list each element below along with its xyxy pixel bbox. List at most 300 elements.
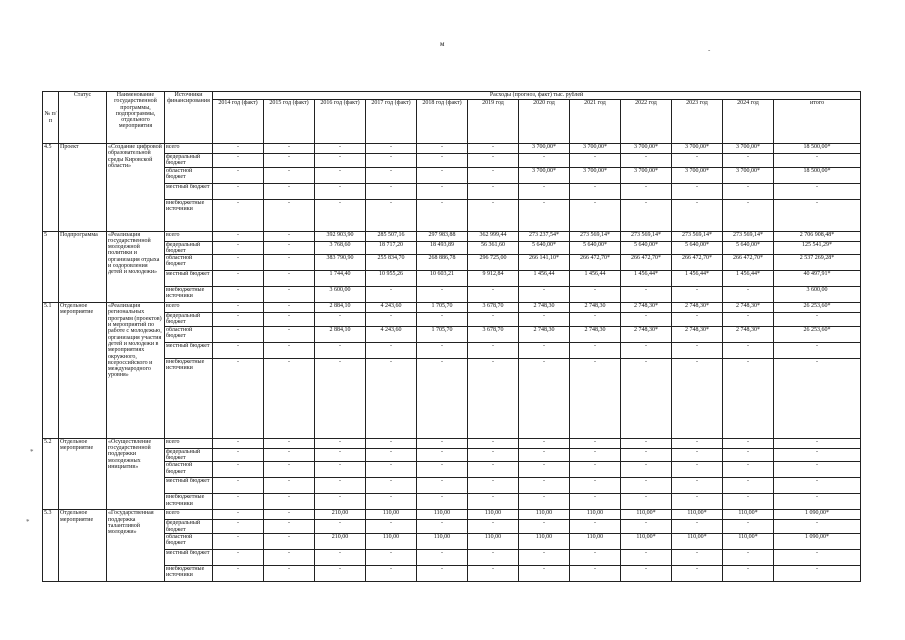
- amount-cell: 3 768,60: [315, 241, 366, 255]
- amount-cell: -: [264, 520, 315, 534]
- amount-cell: 2 706 908,48*: [774, 231, 861, 241]
- amount-cell: 297 983,88: [417, 231, 468, 241]
- amount-cell: 56 361,60: [468, 241, 519, 255]
- amount-cell: -: [366, 462, 417, 478]
- row-status: Отдельное мероприятие: [59, 303, 107, 439]
- amount-cell: -: [366, 199, 417, 231]
- amount-cell: -: [417, 478, 468, 494]
- row-program-name: «Реализация региональных программ (проектов) и мероприятий по работе с молодежью, организация участия детей и молодежи в мероприятиях окружного, всероссийского и международного уровня»: [107, 303, 165, 439]
- amount-cell: -: [264, 478, 315, 494]
- amount-cell: -: [366, 313, 417, 327]
- amount-cell: -: [213, 448, 264, 462]
- table-row: [43, 520, 861, 534]
- table-row: [43, 326, 861, 342]
- amount-cell: -: [213, 241, 264, 255]
- amount-cell: -: [213, 478, 264, 494]
- amount-cell: -: [468, 462, 519, 478]
- amount-cell: -: [315, 478, 366, 494]
- funding-source: местный бюджет: [165, 549, 213, 565]
- funding-source: всего: [165, 510, 213, 520]
- amount-cell: 110,00: [519, 533, 570, 549]
- funding-source: местный бюджет: [165, 271, 213, 287]
- funding-source: внебюджетные источники: [165, 358, 213, 438]
- header-source: Источники финансирования: [165, 92, 213, 144]
- amount-cell: 273 569,14*: [672, 231, 723, 241]
- amount-cell: -: [723, 478, 774, 494]
- amount-cell: 110,00*: [723, 533, 774, 549]
- amount-cell: -: [723, 462, 774, 478]
- amount-cell: -: [621, 462, 672, 478]
- amount-cell: 285 507,16: [366, 231, 417, 241]
- amount-cell: 3 700,00*: [621, 144, 672, 154]
- amount-cell: -: [417, 313, 468, 327]
- amount-cell: -: [774, 494, 861, 510]
- amount-cell: -: [213, 358, 264, 438]
- table-row: [43, 565, 861, 581]
- row-program-name: «Реализация государственной молодежной политики и организация отдыха и оздоровления детей и молодежи»: [107, 231, 165, 303]
- amount-cell: -: [366, 478, 417, 494]
- amount-cell: -: [417, 549, 468, 565]
- table-row: [43, 271, 861, 287]
- amount-cell: -: [519, 183, 570, 199]
- amount-cell: 1 090,00*: [774, 533, 861, 549]
- amount-cell: -: [366, 565, 417, 581]
- header-year: 2024 год: [723, 100, 774, 144]
- amount-cell: 3 678,70: [468, 326, 519, 342]
- amount-cell: -: [213, 313, 264, 327]
- amount-cell: 3 700,00*: [723, 144, 774, 154]
- row-number: 5.2: [43, 438, 59, 510]
- amount-cell: 110,00*: [621, 510, 672, 520]
- amount-cell: -: [672, 438, 723, 448]
- amount-cell: -: [417, 494, 468, 510]
- amount-cell: -: [213, 255, 264, 271]
- amount-cell: -: [417, 154, 468, 168]
- amount-cell: 5 640,00*: [621, 241, 672, 255]
- amount-cell: -: [417, 167, 468, 183]
- amount-cell: 110,00: [417, 510, 468, 520]
- amount-cell: 296 725,00: [468, 255, 519, 271]
- amount-cell: -: [570, 520, 621, 534]
- amount-cell: -: [213, 303, 264, 313]
- amount-cell: -: [264, 326, 315, 342]
- table-row: [43, 167, 861, 183]
- amount-cell: -: [519, 438, 570, 448]
- amount-cell: -: [519, 478, 570, 494]
- amount-cell: -: [621, 448, 672, 462]
- amount-cell: 273 569,14*: [723, 231, 774, 241]
- amount-cell: -: [264, 438, 315, 448]
- amount-cell: -: [264, 510, 315, 520]
- amount-cell: -: [672, 358, 723, 438]
- amount-cell: 266 472,70*: [723, 255, 774, 271]
- amount-cell: -: [723, 565, 774, 581]
- amount-cell: 210,00: [315, 533, 366, 549]
- amount-cell: -: [468, 154, 519, 168]
- amount-cell: 1 744,40: [315, 271, 366, 287]
- amount-cell: -: [774, 154, 861, 168]
- amount-cell: 110,00: [570, 510, 621, 520]
- header-status: Статус: [59, 92, 107, 144]
- amount-cell: -: [417, 565, 468, 581]
- amount-cell: 110,00: [366, 533, 417, 549]
- amount-cell: -: [417, 462, 468, 478]
- margin-mark: -: [708, 46, 711, 54]
- amount-cell: -: [774, 565, 861, 581]
- funding-source: всего: [165, 303, 213, 313]
- funding-source: местный бюджет: [165, 478, 213, 494]
- amount-cell: -: [264, 313, 315, 327]
- amount-cell: -: [723, 342, 774, 358]
- page-number: м: [440, 40, 445, 48]
- amount-cell: 110,00: [417, 533, 468, 549]
- amount-cell: -: [315, 154, 366, 168]
- amount-cell: -: [519, 494, 570, 510]
- amount-cell: -: [213, 494, 264, 510]
- margin-mark: *: [26, 518, 30, 526]
- funding-source: внебюджетные источники: [165, 494, 213, 510]
- amount-cell: 110,00: [366, 510, 417, 520]
- header-year: 2021 год: [570, 100, 621, 144]
- amount-cell: 1 456,44: [570, 271, 621, 287]
- amount-cell: -: [570, 494, 621, 510]
- amount-cell: -: [672, 183, 723, 199]
- row-number: 5.1: [43, 303, 59, 439]
- amount-cell: 383 790,90: [315, 255, 366, 271]
- amount-cell: -: [570, 154, 621, 168]
- table-row: [43, 199, 861, 231]
- amount-cell: -: [264, 271, 315, 287]
- amount-cell: -: [213, 565, 264, 581]
- amount-cell: 3 700,00*: [723, 167, 774, 183]
- amount-cell: -: [264, 462, 315, 478]
- amount-cell: -: [264, 287, 315, 303]
- amount-cell: -: [213, 533, 264, 549]
- amount-cell: -: [315, 549, 366, 565]
- amount-cell: 3 700,00*: [672, 144, 723, 154]
- amount-cell: -: [264, 154, 315, 168]
- amount-cell: -: [621, 520, 672, 534]
- amount-cell: 2 748,30: [519, 303, 570, 313]
- table-row: [43, 448, 861, 462]
- amount-cell: 266 472,70*: [672, 255, 723, 271]
- row-status: Проект: [59, 144, 107, 232]
- amount-cell: 18 717,20: [366, 241, 417, 255]
- amount-cell: 392 903,90: [315, 231, 366, 241]
- funding-source: федеральный бюджет: [165, 241, 213, 255]
- amount-cell: -: [774, 448, 861, 462]
- amount-cell: 2 748,30: [519, 326, 570, 342]
- amount-cell: -: [315, 144, 366, 154]
- amount-cell: -: [264, 533, 315, 549]
- amount-cell: -: [264, 183, 315, 199]
- amount-cell: -: [417, 520, 468, 534]
- funding-source: внебюджетные источники: [165, 565, 213, 581]
- row-number: 5: [43, 231, 59, 303]
- header-year: 2022 год: [621, 100, 672, 144]
- amount-cell: -: [570, 438, 621, 448]
- amount-cell: -: [621, 438, 672, 448]
- amount-cell: -: [366, 144, 417, 154]
- amount-cell: -: [723, 287, 774, 303]
- amount-cell: -: [264, 565, 315, 581]
- amount-cell: -: [366, 183, 417, 199]
- amount-cell: 18 500,00*: [774, 144, 861, 154]
- amount-cell: 1 456,44*: [723, 271, 774, 287]
- amount-cell: -: [264, 199, 315, 231]
- amount-cell: -: [366, 438, 417, 448]
- amount-cell: -: [774, 549, 861, 565]
- budget-table: [42, 91, 861, 582]
- amount-cell: 110,00*: [621, 533, 672, 549]
- amount-cell: 3 700,00*: [672, 167, 723, 183]
- amount-cell: -: [570, 549, 621, 565]
- funding-source: областной бюджет: [165, 462, 213, 478]
- amount-cell: -: [315, 438, 366, 448]
- funding-source: областной бюджет: [165, 255, 213, 271]
- amount-cell: 2 748,30*: [621, 303, 672, 313]
- amount-cell: 1 705,70: [417, 303, 468, 313]
- amount-cell: -: [417, 438, 468, 448]
- amount-cell: 2 748,30*: [621, 326, 672, 342]
- amount-cell: -: [315, 183, 366, 199]
- amount-cell: -: [315, 494, 366, 510]
- amount-cell: -: [570, 478, 621, 494]
- amount-cell: -: [417, 144, 468, 154]
- amount-cell: -: [315, 448, 366, 462]
- amount-cell: -: [519, 462, 570, 478]
- amount-cell: -: [366, 167, 417, 183]
- amount-cell: -: [774, 462, 861, 478]
- amount-cell: -: [417, 448, 468, 462]
- amount-cell: -: [570, 358, 621, 438]
- amount-cell: -: [723, 520, 774, 534]
- amount-cell: 266 141,10*: [519, 255, 570, 271]
- amount-cell: -: [213, 231, 264, 241]
- amount-cell: -: [621, 342, 672, 358]
- amount-cell: -: [213, 183, 264, 199]
- funding-source: местный бюджет: [165, 183, 213, 199]
- amount-cell: 2 748,30*: [672, 326, 723, 342]
- table-row: [43, 255, 861, 271]
- amount-cell: -: [672, 520, 723, 534]
- amount-cell: 110,00: [468, 510, 519, 520]
- amount-cell: -: [774, 478, 861, 494]
- row-status: Подпрограмма: [59, 231, 107, 303]
- amount-cell: -: [213, 326, 264, 342]
- amount-cell: 110,00*: [672, 510, 723, 520]
- amount-cell: -: [621, 478, 672, 494]
- amount-cell: 268 886,78: [417, 255, 468, 271]
- amount-cell: -: [672, 154, 723, 168]
- amount-cell: 5 640,00*: [519, 241, 570, 255]
- amount-cell: -: [468, 494, 519, 510]
- margin-mark: *: [30, 448, 34, 456]
- amount-cell: -: [366, 342, 417, 358]
- table-row: [43, 462, 861, 478]
- table-row: [43, 154, 861, 168]
- row-program-name: «Государственная поддержка талантливой молодежи»: [107, 510, 165, 582]
- amount-cell: 273 237,54*: [519, 231, 570, 241]
- amount-cell: -: [366, 448, 417, 462]
- header-name: Наименование государственной программы, подпрограммы, отдельного мероприятия: [107, 92, 165, 144]
- amount-cell: 210,00: [315, 510, 366, 520]
- amount-cell: -: [213, 510, 264, 520]
- amount-cell: -: [315, 462, 366, 478]
- amount-cell: -: [519, 287, 570, 303]
- amount-cell: -: [468, 167, 519, 183]
- funding-source: областной бюджет: [165, 533, 213, 549]
- amount-cell: -: [366, 358, 417, 438]
- amount-cell: -: [621, 494, 672, 510]
- amount-cell: -: [264, 358, 315, 438]
- header-year: 2014 год (факт): [213, 100, 264, 144]
- amount-cell: -: [672, 462, 723, 478]
- header-year: 2017 год (факт): [366, 100, 417, 144]
- amount-cell: -: [519, 448, 570, 462]
- amount-cell: 3 700,00*: [570, 144, 621, 154]
- amount-cell: -: [774, 342, 861, 358]
- amount-cell: 110,00: [570, 533, 621, 549]
- funding-source: федеральный бюджет: [165, 448, 213, 462]
- amount-cell: -: [621, 549, 672, 565]
- amount-cell: 110,00: [468, 533, 519, 549]
- amount-cell: 273 569,14*: [570, 231, 621, 241]
- amount-cell: -: [723, 183, 774, 199]
- funding-source: федеральный бюджет: [165, 520, 213, 534]
- amount-cell: 2 748,30: [570, 326, 621, 342]
- amount-cell: -: [672, 287, 723, 303]
- amount-cell: 18 493,89: [417, 241, 468, 255]
- amount-cell: -: [417, 342, 468, 358]
- amount-cell: -: [519, 199, 570, 231]
- amount-cell: -: [264, 144, 315, 154]
- amount-cell: -: [723, 199, 774, 231]
- amount-cell: -: [315, 358, 366, 438]
- funding-source: федеральный бюджет: [165, 313, 213, 327]
- amount-cell: 26 253,60*: [774, 303, 861, 313]
- amount-cell: -: [468, 144, 519, 154]
- amount-cell: -: [315, 342, 366, 358]
- amount-cell: -: [774, 183, 861, 199]
- amount-cell: -: [723, 438, 774, 448]
- amount-cell: -: [417, 358, 468, 438]
- amount-cell: 18 500,00*: [774, 167, 861, 183]
- amount-cell: 2 537 269,28*: [774, 255, 861, 271]
- amount-cell: 2 884,10: [315, 303, 366, 313]
- amount-cell: -: [468, 478, 519, 494]
- funding-source: всего: [165, 231, 213, 241]
- amount-cell: -: [213, 549, 264, 565]
- funding-source: всего: [165, 438, 213, 448]
- header-year: 2019 год: [468, 100, 519, 144]
- amount-cell: 3 700,00*: [621, 167, 672, 183]
- amount-cell: 26 253,60*: [774, 326, 861, 342]
- amount-cell: -: [213, 287, 264, 303]
- table-row: [43, 494, 861, 510]
- amount-cell: -: [519, 358, 570, 438]
- amount-cell: -: [468, 438, 519, 448]
- amount-cell: -: [672, 313, 723, 327]
- table-row: [43, 510, 861, 520]
- amount-cell: -: [366, 287, 417, 303]
- amount-cell: -: [519, 342, 570, 358]
- amount-cell: 110,00*: [723, 510, 774, 520]
- amount-cell: 125 541,29*: [774, 241, 861, 255]
- amount-cell: -: [621, 183, 672, 199]
- amount-cell: -: [213, 167, 264, 183]
- amount-cell: 5 640,00*: [723, 241, 774, 255]
- row-number: 4.5: [43, 144, 59, 232]
- header-expenses: Расходы (прогноз, факт) тыс. рублей: [213, 92, 861, 100]
- amount-cell: -: [366, 494, 417, 510]
- amount-cell: -: [468, 549, 519, 565]
- amount-cell: 9 912,84: [468, 271, 519, 287]
- header-year: итого: [774, 100, 861, 144]
- amount-cell: -: [264, 448, 315, 462]
- amount-cell: -: [468, 313, 519, 327]
- table-row: [43, 303, 861, 313]
- amount-cell: -: [468, 287, 519, 303]
- amount-cell: 266 472,70*: [570, 255, 621, 271]
- amount-cell: -: [774, 520, 861, 534]
- amount-cell: -: [570, 462, 621, 478]
- funding-source: областной бюджет: [165, 326, 213, 342]
- amount-cell: -: [264, 167, 315, 183]
- amount-cell: -: [315, 199, 366, 231]
- amount-cell: -: [264, 342, 315, 358]
- amount-cell: -: [621, 313, 672, 327]
- table-row: [43, 358, 861, 438]
- amount-cell: -: [723, 494, 774, 510]
- amount-cell: 4 243,60: [366, 326, 417, 342]
- amount-cell: 1 456,44*: [672, 271, 723, 287]
- table-row: [43, 241, 861, 255]
- header-num: № п/п: [43, 92, 59, 144]
- amount-cell: -: [519, 565, 570, 581]
- amount-cell: -: [774, 313, 861, 327]
- amount-cell: 2 748,30*: [672, 303, 723, 313]
- amount-cell: -: [468, 520, 519, 534]
- amount-cell: -: [315, 520, 366, 534]
- amount-cell: 1 456,44*: [621, 271, 672, 287]
- funding-source: областной бюджет: [165, 167, 213, 183]
- amount-cell: -: [570, 199, 621, 231]
- table-row: [43, 438, 861, 448]
- amount-cell: 2 748,30*: [723, 303, 774, 313]
- row-status: Отдельное мероприятие: [59, 438, 107, 510]
- amount-cell: -: [264, 241, 315, 255]
- amount-cell: -: [417, 183, 468, 199]
- table-row: [43, 478, 861, 494]
- amount-cell: -: [672, 494, 723, 510]
- table-row: [43, 533, 861, 549]
- amount-cell: 1 090,00*: [774, 510, 861, 520]
- amount-cell: -: [468, 342, 519, 358]
- table-row: [43, 183, 861, 199]
- amount-cell: -: [723, 448, 774, 462]
- amount-cell: -: [417, 199, 468, 231]
- amount-cell: -: [366, 520, 417, 534]
- amount-cell: -: [672, 565, 723, 581]
- amount-cell: -: [264, 494, 315, 510]
- amount-cell: -: [366, 154, 417, 168]
- amount-cell: -: [468, 448, 519, 462]
- amount-cell: -: [621, 565, 672, 581]
- amount-cell: 2 884,10: [315, 326, 366, 342]
- table-row: [43, 287, 861, 303]
- amount-cell: 1 705,70: [417, 326, 468, 342]
